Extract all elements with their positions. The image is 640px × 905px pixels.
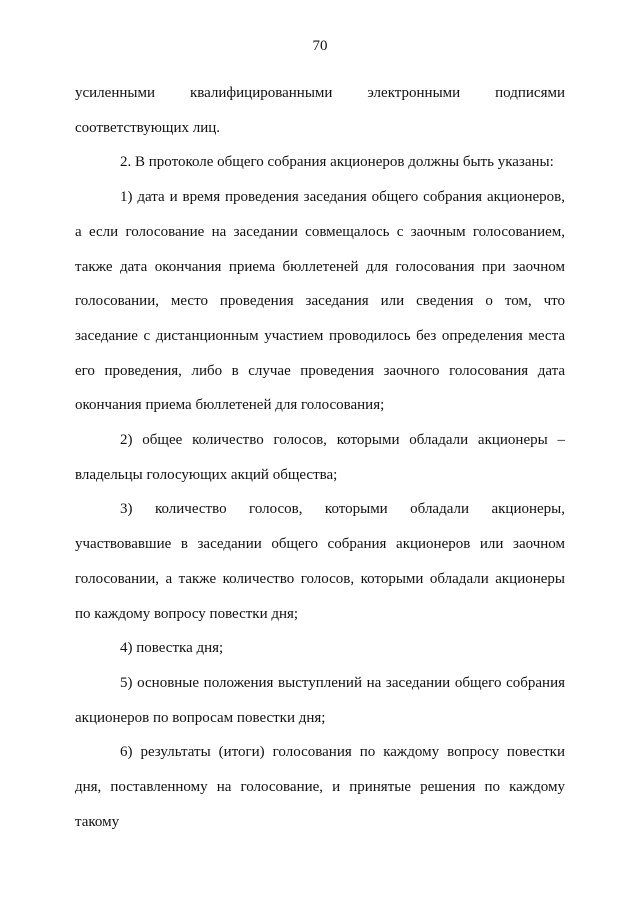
list-item-5: 5) основные положения выступлений на заседании общего собрания акционеров по вопросам повестки дня; xyxy=(75,674,565,726)
list-item-1: 1) дата и время проведения заседания общего собрания акционеров, а если голосование на заседании совмещалось с заочным голосованием, также дата окончания приема бюллетеней для голосования при заочном голосовании, место проведения заседания или сведения о том, что заседание с дистанционным участием проводилось без определения места его проведения, либо в случае проведения заочного голосования дата окончания приема бюллетеней для голосования; xyxy=(75,189,565,414)
paragraph-clause-2: 2. В протоколе общего собрания акционеров должны быть указаны: xyxy=(120,154,554,171)
list-item-6: 6) результаты (итоги) голосования по каждому вопросу повестки дня, поставленному на голосование, и принятые решения по каждому такому xyxy=(75,744,565,830)
page-number: 70 xyxy=(312,38,328,54)
list-item-2: 2) общее количество голосов, которыми обладали акционеры – владельцы голосующих акций общества; xyxy=(75,432,565,483)
list-item-4: 4) повестка дня; xyxy=(120,640,224,657)
document-body xyxy=(75,76,565,839)
paragraph-continuation: усиленными квалифицированными электронными подписями соответствующих лиц. xyxy=(75,85,565,136)
list-item-3: 3) количество голосов, которыми обладали акционеры, участвовавшие в заседании общего собрания акционеров или заочном голосовании, а также количество голосов, которыми обладали акционеры по каждому вопросу повестки дня; xyxy=(75,501,565,622)
